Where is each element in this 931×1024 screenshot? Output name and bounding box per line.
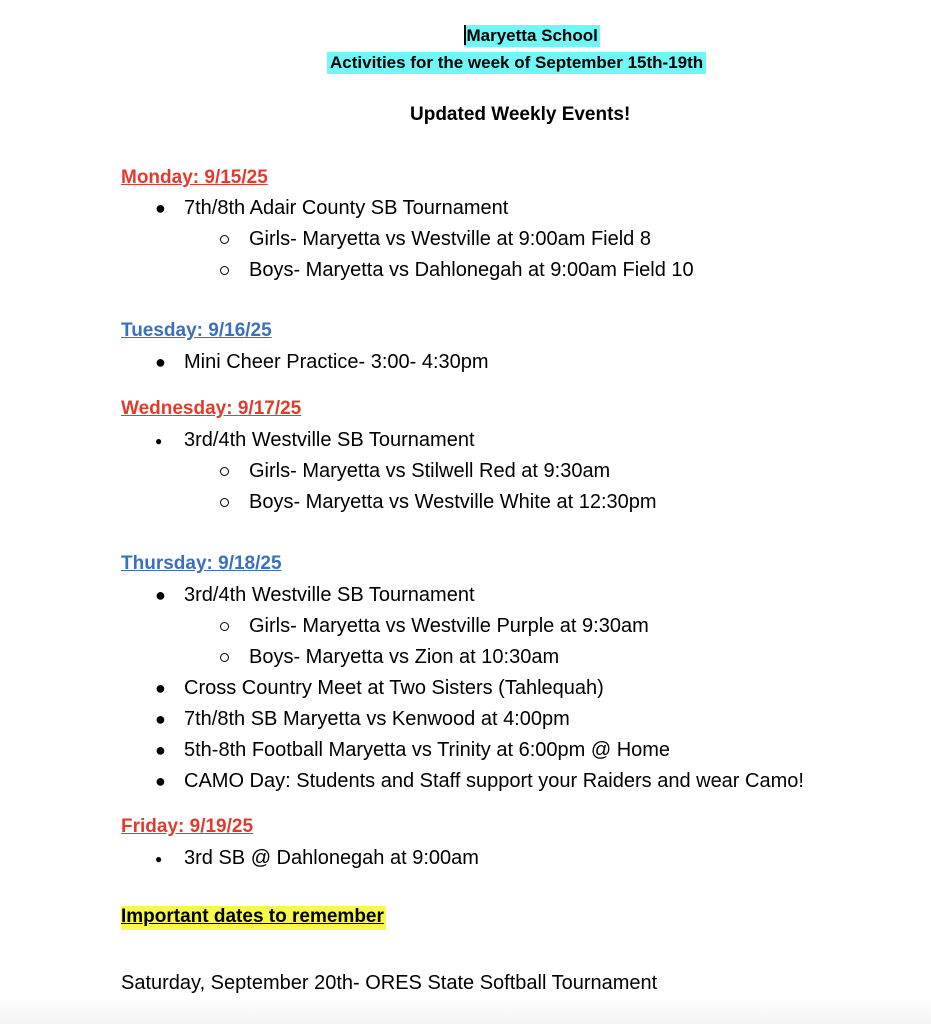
day-heading-wednesday: Wednesday: 9/17/25	[121, 398, 302, 419]
day-heading-tuesday: Tuesday: 9/16/25	[121, 320, 272, 341]
page-subtitle: Updated Weekly Events!	[410, 104, 631, 125]
bullet-icon: ●	[155, 352, 166, 372]
bullet-icon: ●	[155, 852, 163, 866]
school-title-text: Maryetta School	[466, 26, 598, 45]
circle-bullet-icon	[220, 235, 229, 244]
list-item: 3rd/4th Westville SB Tournament	[184, 584, 475, 606]
circle-bullet-icon	[220, 266, 229, 275]
circle-bullet-icon	[220, 467, 229, 476]
day-heading-friday: Friday: 9/19/25	[121, 816, 254, 837]
list-item: CAMO Day: Students and Staff support your Raiders and wear Camo!	[184, 770, 804, 792]
sub-list-item: Boys- Maryetta vs Westville White at 12:30pm	[249, 491, 657, 513]
page-edge-shadow	[0, 1000, 931, 1024]
sub-list-item: Boys- Maryetta vs Zion at 10:30am	[249, 646, 560, 668]
list-item: 7th/8th SB Maryetta vs Kenwood at 4:00pm	[184, 708, 570, 730]
sub-list-item: Girls- Maryetta vs Westville Purple at 9:30am	[249, 615, 649, 637]
important-date-entry: Saturday, September 20th- ORES State Softball Tournament	[121, 972, 658, 994]
day-heading-monday: Monday: 9/15/25	[121, 167, 268, 188]
list-item: 5th-8th Football Maryetta vs Trinity at 6:00pm @ Home	[184, 739, 671, 761]
bullet-icon: ●	[155, 678, 166, 698]
bullet-icon: ●	[155, 771, 166, 791]
sub-list-item: Girls- Maryetta vs Westville at 9:00am Field 8	[249, 228, 651, 250]
school-title	[464, 25, 600, 47]
bullet-icon: ●	[155, 434, 163, 448]
important-dates-heading: Important dates to remember	[121, 906, 386, 930]
week-title: Activities for the week of September 15th-19th	[327, 52, 706, 74]
list-item: 7th/8th Adair County SB Tournament	[184, 197, 509, 219]
bullet-icon: ●	[155, 198, 166, 218]
day-heading-thursday: Thursday: 9/18/25	[121, 553, 282, 574]
bullet-icon: ●	[155, 740, 166, 760]
text-cursor	[464, 25, 466, 45]
sub-list-item: Boys- Maryetta vs Dahlonegah at 9:00am Field 10	[249, 259, 694, 281]
list-item: Mini Cheer Practice- 3:00- 4:30pm	[184, 351, 489, 373]
bullet-icon: ●	[155, 585, 166, 605]
list-item: 3rd/4th Westville SB Tournament	[184, 429, 475, 451]
list-item: Cross Country Meet at Two Sisters (Tahlequah)	[184, 677, 604, 699]
list-item: 3rd SB @ Dahlonegah at 9:00am	[184, 847, 479, 869]
sub-list-item: Girls- Maryetta vs Stilwell Red at 9:30am	[249, 460, 611, 482]
circle-bullet-icon	[220, 498, 229, 507]
circle-bullet-icon	[220, 653, 229, 662]
circle-bullet-icon	[220, 622, 229, 631]
bullet-icon: ●	[155, 709, 166, 729]
